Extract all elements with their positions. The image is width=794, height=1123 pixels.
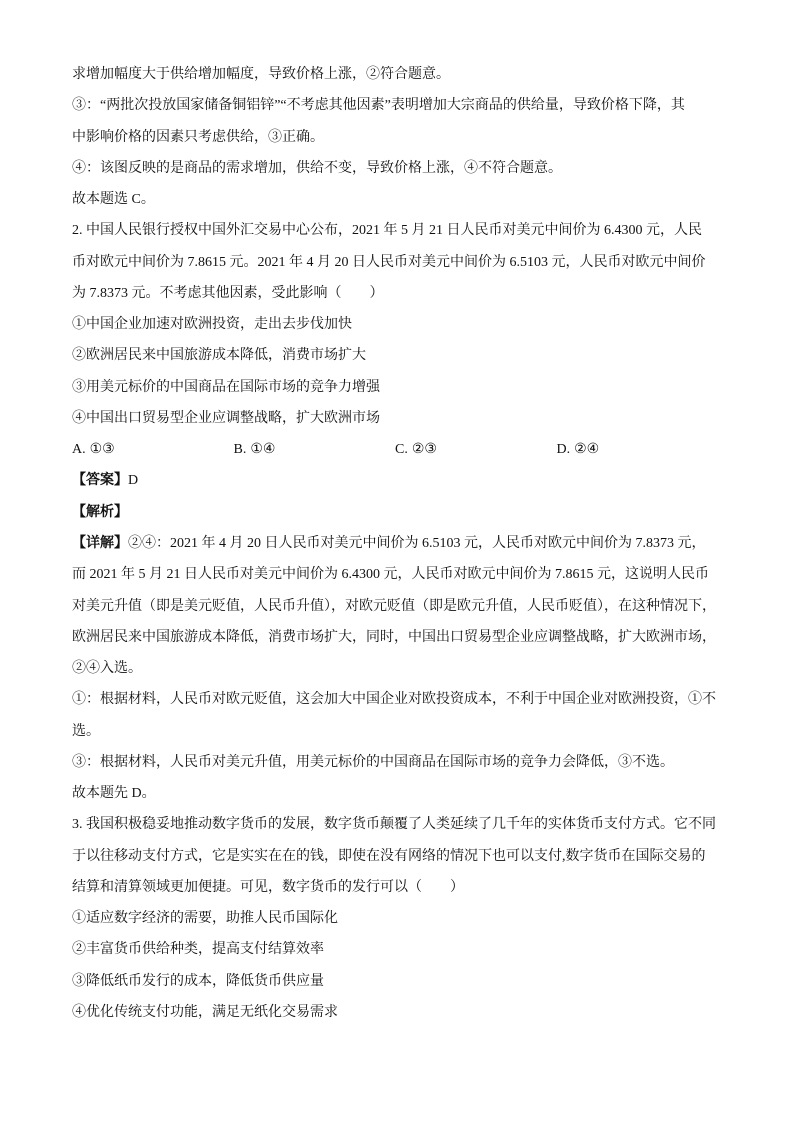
statement-3: ③用美元标价的中国商品在国际市场的竞争力增强 (72, 379, 380, 395)
option-choice: ①③ (89, 442, 115, 458)
detail-line: 对美元升值（即是美元贬值，人民币升值），对欧元贬值（即是欧元升值，人民币贬值），在这种情况下， (72, 598, 716, 614)
detail-line: ③：根据材料，人民币对美元升值，用美元标价的中国商品在国际市场的竞争力会降低，③不选。 (72, 754, 674, 770)
statement-1: ①适应数字经济的需要，助推人民币国际化 (72, 911, 338, 927)
option-c (395, 434, 557, 465)
answer-line (72, 465, 732, 496)
option-choice: ②③ (411, 442, 437, 458)
analysis-line: 求增加幅度大于供给增加幅度，导致价格上涨，②符合题意。 (72, 67, 450, 82)
conclusion-line: 故本题选 C。 (72, 192, 155, 208)
detail-line: 而 2021 年 5 月 21 日人民币对美元中间价为 6.4300 元，人民币对欧元中间价为 7.8615 元，这说明人民币 (72, 567, 709, 583)
analysis-line: ③：“两批次投放国家储备铜铝锌”“不考虑其他因素”表明增加大宗商品的供给量，导致价格下降，其 (72, 98, 685, 114)
question-stem-line: 2. 中国人民银行授权中国外汇交易中心公布，2021 年 5 月 21 日人民币对美元中间价为 6.4300 元，人民 (72, 223, 702, 239)
question-stem-line: 币对欧元中间价为 7.8615 元。2021 年 4 月 20 日人民币对美元中间价为 6.5103 元，人民币对欧元中间价 (72, 254, 706, 270)
statement-4: ④优化传统支付功能，满足无纸化交易需求 (72, 1004, 338, 1020)
question-stem-line: 为 7.8373 元。不考虑其他因素，受此影响（ ） (72, 285, 384, 301)
question-stem-line: 3. 我国积极稳妥地推动数字货币的发展，数字货币颠覆了人类延续了几千年的实体货币支付方式。它不同 (72, 817, 716, 833)
document-page (72, 59, 732, 1028)
option-letter: D. (556, 442, 571, 458)
detail-text: ②④：2021 年 4 月 20 日人民币对美元中间价为 6.5103 元，人民币对欧元中间价为 7.8373 元， (128, 535, 706, 551)
statement-2: ②欧洲居民来中国旅游成本降低，消费市场扩大 (72, 348, 366, 364)
answer-options (72, 434, 732, 465)
analysis-line: 中影响价格的因素只考虑供给，③正确。 (72, 129, 324, 145)
option-choice: ②④ (574, 442, 600, 458)
detail-line: ②④入选。 (72, 661, 142, 677)
question-stem-line: 结算和清算领域更加便捷。可见，数字货币的发行可以（ ） (72, 879, 464, 895)
statement-4: ④中国出口贸易型企业应调整战略，扩大欧洲市场 (72, 410, 380, 426)
answer-value: D (128, 473, 139, 489)
answer-label: 【答案】 (72, 473, 128, 489)
detail-line: 选。 (72, 723, 100, 739)
detail-line: ①：根据材料，人民币对欧元贬值，这会加大中国企业对欧投资成本，不利于中国企业对欧洲投资，①不 (72, 692, 716, 708)
detail-first-line (72, 528, 732, 559)
detail-line: 欧洲居民来中国旅游成本降低，消费市场扩大，同时，中国出口贸易型企业应调整战略，扩大欧洲市场， (72, 629, 716, 645)
option-letter: B. (233, 442, 247, 458)
question-3 (72, 809, 732, 1028)
option-choice: ①④ (250, 442, 276, 458)
question-2 (72, 215, 732, 809)
question-stem-line: 于以往移动支付方式，它是实实在在的钱，即使在没有网络的情况下也可以支付,数字货币在国际交易的 (72, 848, 706, 864)
detail-label: 【详解】 (72, 535, 128, 551)
analysis-line: ④：该图反映的是商品的需求增加，供给不变，导致价格上涨，④不符合题意。 (72, 160, 562, 176)
statement-2: ②丰富货币供给种类，提高支付结算效率 (72, 942, 324, 958)
statement-3: ③降低纸币发行的成本，降低货币供应量 (72, 973, 324, 989)
conclusion-line: 故本题先 D。 (72, 786, 156, 802)
previous-analysis (72, 59, 732, 215)
option-a (72, 434, 234, 465)
statement-1: ①中国企业加速对欧洲投资，走出去步伐加快 (72, 317, 352, 333)
analysis-label: 【解析】 (72, 504, 128, 520)
option-b (234, 434, 396, 465)
option-d (557, 434, 719, 465)
option-letter: C. (395, 442, 408, 458)
option-letter: A. (72, 442, 86, 458)
